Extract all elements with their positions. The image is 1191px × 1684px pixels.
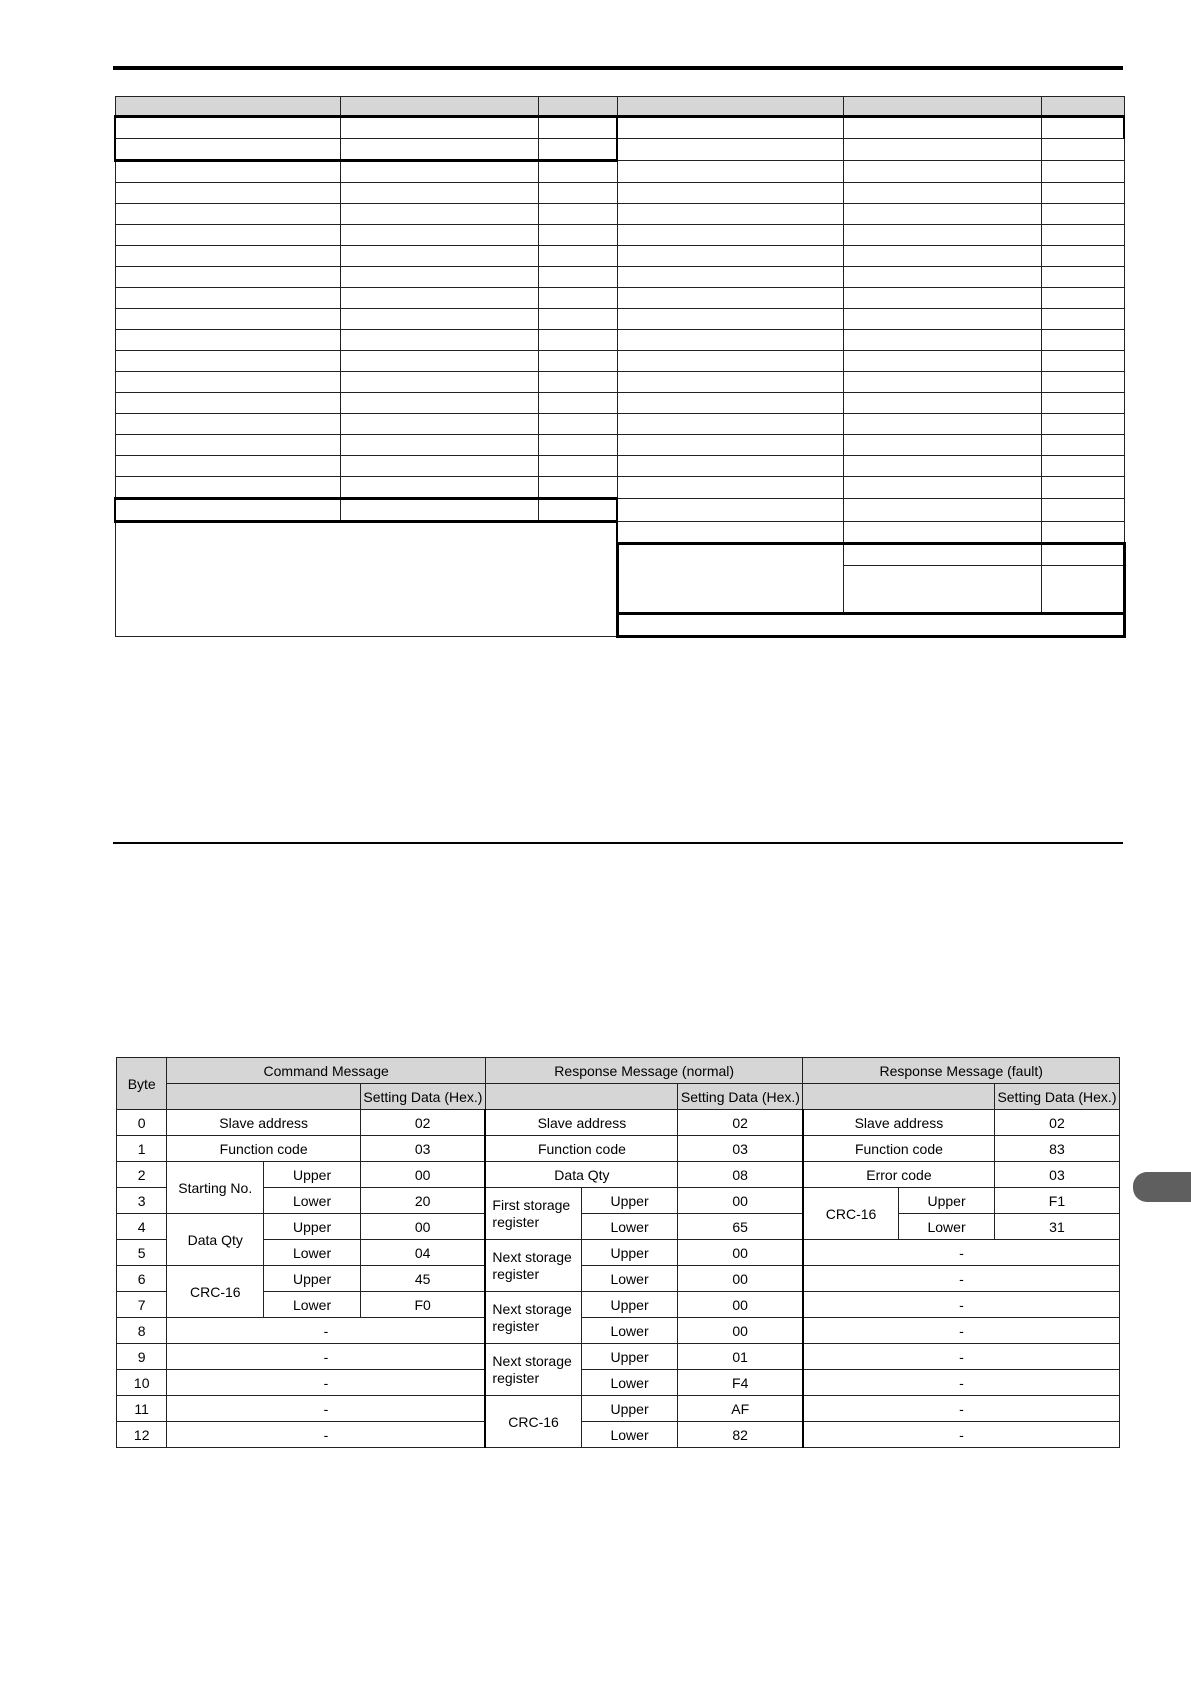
byte-cell: 2 <box>117 1162 167 1188</box>
byte-header: Byte <box>117 1058 167 1110</box>
rf-label: Slave address <box>803 1110 995 1136</box>
table-row <box>117 1240 1120 1266</box>
grid-cell <box>1041 117 1124 139</box>
rn-sub: Lower <box>581 1214 678 1240</box>
table-row <box>117 1292 1120 1318</box>
cmd-group: Starting No. <box>167 1162 264 1214</box>
table-row <box>117 1136 1120 1162</box>
grid-row <box>115 522 1124 544</box>
grid-header-row <box>115 97 1124 117</box>
rn-sub: Upper <box>581 1292 678 1318</box>
rf-sub: Lower <box>899 1214 995 1240</box>
cmd-value: - <box>167 1370 486 1396</box>
grid-cell <box>617 614 1124 637</box>
response-normal-header-blank <box>485 1084 678 1110</box>
byte-cell: 6 <box>117 1266 167 1292</box>
grid-cell <box>1041 139 1124 161</box>
table-row <box>117 1188 1120 1214</box>
command-header-blank <box>167 1084 361 1110</box>
rn-group: First storage register <box>485 1188 581 1240</box>
byte-cell: 10 <box>117 1370 167 1396</box>
response-fault-header-blank <box>803 1084 995 1110</box>
grid-row <box>115 499 1124 522</box>
rn-value: 00 <box>678 1266 803 1292</box>
rn-value: 65 <box>678 1214 803 1240</box>
grid-row <box>115 393 1124 414</box>
rf-label: Function code <box>803 1136 995 1162</box>
grid-cell <box>340 499 538 522</box>
table-row <box>117 1396 1120 1422</box>
grid-cell <box>617 117 843 139</box>
register-grid <box>114 96 1123 638</box>
table-row <box>117 1266 1120 1292</box>
byte-cell: 0 <box>117 1110 167 1136</box>
cmd-label: Function code <box>167 1136 361 1162</box>
grid-row <box>115 351 1124 372</box>
response-fault-header: Response Message (fault) <box>803 1058 1120 1084</box>
grid-cell <box>538 499 617 522</box>
rn-value: 00 <box>678 1318 803 1344</box>
grid-cell <box>340 139 538 161</box>
byte-cell: 4 <box>117 1214 167 1240</box>
register-table <box>114 96 1126 638</box>
grid-header <box>538 97 617 117</box>
command-header: Command Message <box>167 1058 486 1084</box>
cmd-value: - <box>167 1318 486 1344</box>
cmd-sub: Lower <box>264 1188 361 1214</box>
message-table <box>116 1057 1120 1448</box>
grid-row <box>115 372 1124 393</box>
grid-cell <box>340 117 538 139</box>
byte-cell: 12 <box>117 1422 167 1448</box>
grid-cell <box>1041 499 1124 522</box>
rn-value: 03 <box>678 1136 803 1162</box>
cmd-value: 04 <box>360 1240 485 1266</box>
rn-value: 02 <box>678 1110 803 1136</box>
grid-cell <box>617 499 843 522</box>
cmd-sub: Upper <box>264 1266 361 1292</box>
grid-header <box>617 97 843 117</box>
rf-value: 02 <box>994 1110 1119 1136</box>
rn-value: 00 <box>678 1240 803 1266</box>
rf-value: 31 <box>994 1214 1119 1240</box>
grid-header <box>115 97 340 117</box>
cmd-value: 45 <box>360 1266 485 1292</box>
table-row <box>117 1318 1120 1344</box>
rn-sub: Lower <box>581 1266 678 1292</box>
rn-value: 00 <box>678 1292 803 1318</box>
table-row <box>117 1422 1120 1448</box>
cmd-group: Data Qty <box>167 1214 264 1266</box>
grid-cell <box>1041 544 1124 566</box>
grid-row <box>115 477 1124 499</box>
grid-cell <box>1041 566 1124 614</box>
response-fault-setting-header: Setting Data (Hex.) <box>994 1084 1119 1110</box>
header-row-2 <box>117 1084 1120 1110</box>
grid-row <box>115 183 1124 204</box>
cmd-value: 03 <box>360 1136 485 1162</box>
rn-sub: Upper <box>581 1396 678 1422</box>
rn-group: CRC-16 <box>485 1396 581 1448</box>
cmd-sub: Upper <box>264 1214 361 1240</box>
rf-value: - <box>803 1266 1120 1292</box>
cmd-sub: Lower <box>264 1292 361 1318</box>
table-row <box>117 1370 1120 1396</box>
rn-value: AF <box>678 1396 803 1422</box>
cmd-value: - <box>167 1344 486 1370</box>
grid-cell <box>538 139 617 161</box>
byte-cell: 3 <box>117 1188 167 1214</box>
response-normal-setting-header: Setting Data (Hex.) <box>678 1084 803 1110</box>
grid-row <box>115 288 1124 309</box>
grid-row <box>115 246 1124 267</box>
grid-cell <box>843 522 1041 544</box>
grid-row <box>115 267 1124 288</box>
top-rule <box>113 66 1123 70</box>
grid-header <box>1041 97 1124 117</box>
response-normal-header: Response Message (normal) <box>485 1058 803 1084</box>
grid-cell <box>843 566 1041 614</box>
rf-value: F1 <box>994 1188 1119 1214</box>
grid-header <box>340 97 538 117</box>
grid-cell <box>843 544 1041 566</box>
table-row <box>117 1214 1120 1240</box>
cmd-value: - <box>167 1396 486 1422</box>
grid-cell <box>843 139 1041 161</box>
rf-value: - <box>803 1292 1120 1318</box>
grid-row <box>115 414 1124 435</box>
grid-cell <box>617 522 843 544</box>
byte-cell: 7 <box>117 1292 167 1318</box>
section-rule <box>113 842 1123 844</box>
rn-value: 08 <box>678 1162 803 1188</box>
cmd-value: 20 <box>360 1188 485 1214</box>
header-row-1 <box>117 1058 1120 1084</box>
rn-value: 00 <box>678 1188 803 1214</box>
rn-label: Function code <box>485 1136 678 1162</box>
cmd-sub: Upper <box>264 1162 361 1188</box>
rf-value: - <box>803 1370 1120 1396</box>
grid-cell <box>115 139 340 161</box>
cmd-sub: Lower <box>264 1240 361 1266</box>
command-setting-header: Setting Data (Hex.) <box>360 1084 485 1110</box>
grid-cell <box>617 544 843 614</box>
grid-cell <box>115 499 340 522</box>
table-row <box>117 1344 1120 1370</box>
rn-group: Next storage register <box>485 1344 581 1396</box>
grid-row <box>115 435 1124 456</box>
rf-value: 03 <box>994 1162 1119 1188</box>
rf-value: 83 <box>994 1136 1119 1162</box>
grid-row <box>115 456 1124 477</box>
rn-sub: Lower <box>581 1422 678 1448</box>
byte-cell: 8 <box>117 1318 167 1344</box>
grid-row <box>115 309 1124 330</box>
rn-value: 01 <box>678 1344 803 1370</box>
byte-cell: 1 <box>117 1136 167 1162</box>
cmd-value: F0 <box>360 1292 485 1318</box>
rf-value: - <box>803 1344 1120 1370</box>
rn-sub: Upper <box>581 1240 678 1266</box>
rf-value: - <box>803 1318 1120 1344</box>
grid-cell <box>843 499 1041 522</box>
rn-sub: Upper <box>581 1188 678 1214</box>
byte-cell: 9 <box>117 1344 167 1370</box>
byte-cell: 11 <box>117 1396 167 1422</box>
grid-cell <box>538 117 617 139</box>
cmd-value: 00 <box>360 1214 485 1240</box>
rn-sub: Lower <box>581 1370 678 1396</box>
rn-value: 82 <box>678 1422 803 1448</box>
grid-cell <box>1041 522 1124 544</box>
rf-sub: Upper <box>899 1188 995 1214</box>
table-row <box>117 1162 1120 1188</box>
rf-value: - <box>803 1422 1120 1448</box>
rn-sub: Upper <box>581 1344 678 1370</box>
table-row <box>117 1110 1120 1136</box>
cmd-value: 00 <box>360 1162 485 1188</box>
rn-label: Slave address <box>485 1110 678 1136</box>
rf-group: CRC-16 <box>803 1188 899 1240</box>
grid-row <box>115 330 1124 351</box>
rn-sub: Lower <box>581 1318 678 1344</box>
rn-group: Next storage register <box>485 1240 581 1292</box>
cmd-label: Slave address <box>167 1110 361 1136</box>
rn-group: Next storage register <box>485 1292 581 1344</box>
grid-row <box>115 117 1124 139</box>
byte-cell: 5 <box>117 1240 167 1266</box>
chapter-tab <box>1133 1172 1191 1202</box>
grid-cell <box>843 117 1041 139</box>
rf-label: Error code <box>803 1162 995 1188</box>
rf-value: - <box>803 1240 1120 1266</box>
grid-empty-block <box>115 522 617 637</box>
message-example <box>116 1057 1120 1448</box>
cmd-value: 02 <box>360 1110 485 1136</box>
grid-cell <box>617 139 843 161</box>
rn-value: F4 <box>678 1370 803 1396</box>
cmd-value: - <box>167 1422 486 1448</box>
grid-row <box>115 225 1124 246</box>
rf-value: - <box>803 1396 1120 1422</box>
grid-row <box>115 204 1124 225</box>
grid-cell <box>115 117 340 139</box>
grid-header <box>843 97 1041 117</box>
grid-row <box>115 161 1124 183</box>
grid-row <box>115 139 1124 161</box>
cmd-group: CRC-16 <box>167 1266 264 1318</box>
rn-label: Data Qty <box>485 1162 678 1188</box>
